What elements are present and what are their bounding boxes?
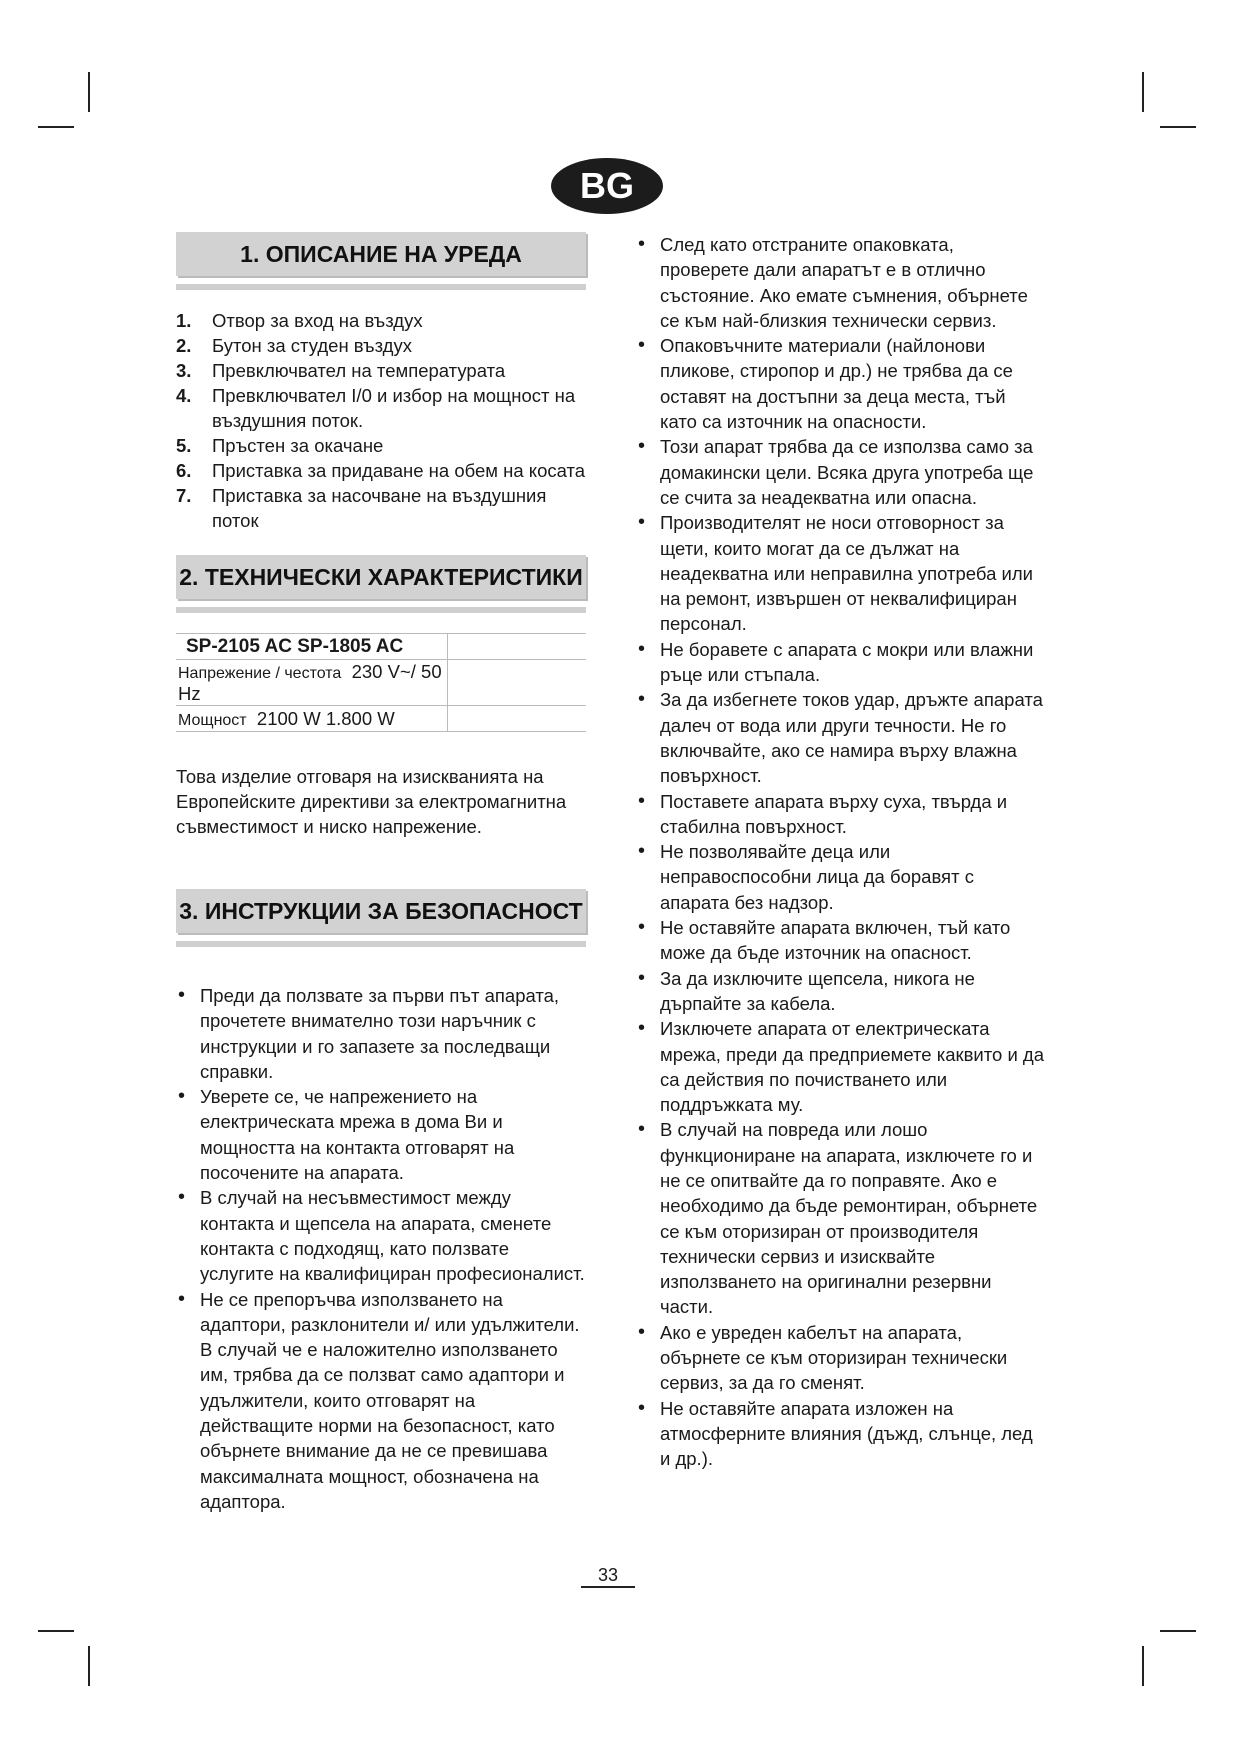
list-item: • В случай на несъвместимост между контакта и щепсела на апарата, сменете контакта с подходящ, като ползвате услугите на квалифициран професионалист. [176,1185,586,1286]
list-item: • В случай на повреда или лошо функциониране на апарата, изключете го и не се опитвайте да го поправяте. Ако е необходимо да бъде ремонтиран, обърнете се към оторизиран от производителя технически сервиз и изисквайте използването на оригинални резервни части. [636,1117,1046,1319]
list-item [176,383,586,433]
left-column [176,232,586,1514]
list-number: 2. [176,335,192,356]
list-text: Отвор за вход на въздух [212,310,423,331]
section-divider [176,941,586,947]
list-number: 1. [176,310,192,331]
section-3-title: 3. ИНСТРУКЦИИ ЗА БЕЗОПАСНОСТ [176,889,586,933]
list-item: • Преди да ползвате за първи път апарата, прочетете внимателно този наръчник с инструкции и го запазете за последващи справки. [176,983,586,1084]
list-number: 5. [176,435,192,456]
spec-voltage: Напрежение / честота 230 V~/ 50 Hz [176,660,448,706]
language-badge: BG [551,158,663,214]
spec-models: SP-2105 AC SP-1805 AC [176,634,448,660]
list-item [176,433,586,458]
list-number: 7. [176,485,192,506]
section-divider [176,284,586,290]
crop-mark [1142,72,1144,112]
crop-mark [88,1646,90,1686]
section-divider [176,607,586,613]
list-item: • Опаковъчните материали (найлонови пликове, стиропор и др.) не трябва да се оставят на достъпни за деца места, тъй като са източник на опасности. [636,333,1046,434]
list-text: Пръстен за окачане [212,435,384,456]
list-text: Бутон за студен въздух [212,335,412,356]
list-item: • Не оставяйте апарата включен, тъй като може да бъде източник на опасност. [636,915,1046,966]
compliance-text: Това изделие отговаря на изискванията на Европейските директиви за електромагнитна съвместимост и ниско напрежение. [176,766,567,837]
spec-table [176,633,586,732]
list-text: Приставка за придаване на обем на косата [212,460,586,481]
list-number: 4. [176,385,192,406]
list-item: • Поставете апарата върху суха, твърда и стабилна повърхност. [636,789,1046,840]
list-item [176,458,586,483]
list-item [176,483,586,533]
list-item [176,358,586,383]
crop-mark [1160,1630,1196,1632]
list-text: Превключвател на температурата [212,360,506,381]
list-item: • Уверете се, че напрежението на електрическата мрежа в дома Ви и мощността на контакта отговарят на посочените на апарата. [176,1084,586,1185]
crop-mark [88,72,90,112]
list-text: Превключвател I/0 и избор на мощност на въздушния поток. [212,385,576,431]
list-item: • Не оставяйте апарата изложен на атмосферните влияния (дъжд, слънце, лед и др.). [636,1396,1046,1472]
section-1-title: 1. ОПИСАНИЕ НА УРЕДА [176,232,586,276]
list-number: 6. [176,460,192,481]
list-item: • Изключете апарата от електрическата мрежа, преди да предприемете каквито и да са действия по почистването или поддръжката му. [636,1016,1046,1117]
list-item: • Производителят не носи отговорност за щети, които могат да се дължат на неадекватна или неправилна употреба или на ремонт, извършен от неквалифициран персонал. [636,510,1046,636]
list-item: • Не се препоръчва използването на адаптори, разклонители и/ или удължители. В случай че е наложително използването им, трябва да се ползват само адаптори и удължители, които отговарят на действащите норми на безопасност, като обърнете внимание да не се превишава максималната мощност, обозначена на адаптора. [176,1287,586,1515]
list-text: Приставка за насочване на въздушния поток [212,485,547,531]
list-item: • Не позволявайте деца или неправоспособни лица да боравят с апарата без надзор. [636,839,1046,915]
list-item: • Ако е увреден кабелът на апарата, обърнете се към оторизиран технически сервиз, за да го сменят. [636,1320,1046,1396]
list-number: 3. [176,360,192,381]
spec-power: Мощност 2100 W 1.800 W [176,706,448,732]
section-2-title: 2. ТЕХНИЧЕСКИ ХАРАКТЕРИСТИКИ [176,555,586,599]
right-column [636,232,1046,1472]
safety-list-right [636,232,1046,1472]
crop-mark [1142,1646,1144,1686]
list-item: • След като отстраните опаковката, проверете дали апаратът е в отлично състояние. Ако емате съмнения, обърнете се към най-близкия технически сервиз. [636,232,1046,333]
parts-list [176,308,586,533]
crop-mark [1160,126,1196,128]
list-item: • Не боравете с апарата с мокри или влажни ръце или стъпала. [636,637,1046,688]
list-item [176,333,586,358]
list-item: • За да изключите щепсела, никога не дърпайте за кабела. [636,966,1046,1017]
crop-mark [38,126,74,128]
safety-list-left [176,983,586,1514]
list-item: • За да избегнете токов удар, дръжте апарата далеч от вода или други течности. Не го включвайте, ако се намира върху влажна повърхност. [636,687,1046,788]
list-item: • Този апарат трябва да се използва само за домакински цели. Всяка друга употреба ще се счита за неадекватна или опасна. [636,434,1046,510]
crop-mark [38,1630,74,1632]
list-item [176,308,586,333]
page-number: 33 [581,1564,635,1588]
